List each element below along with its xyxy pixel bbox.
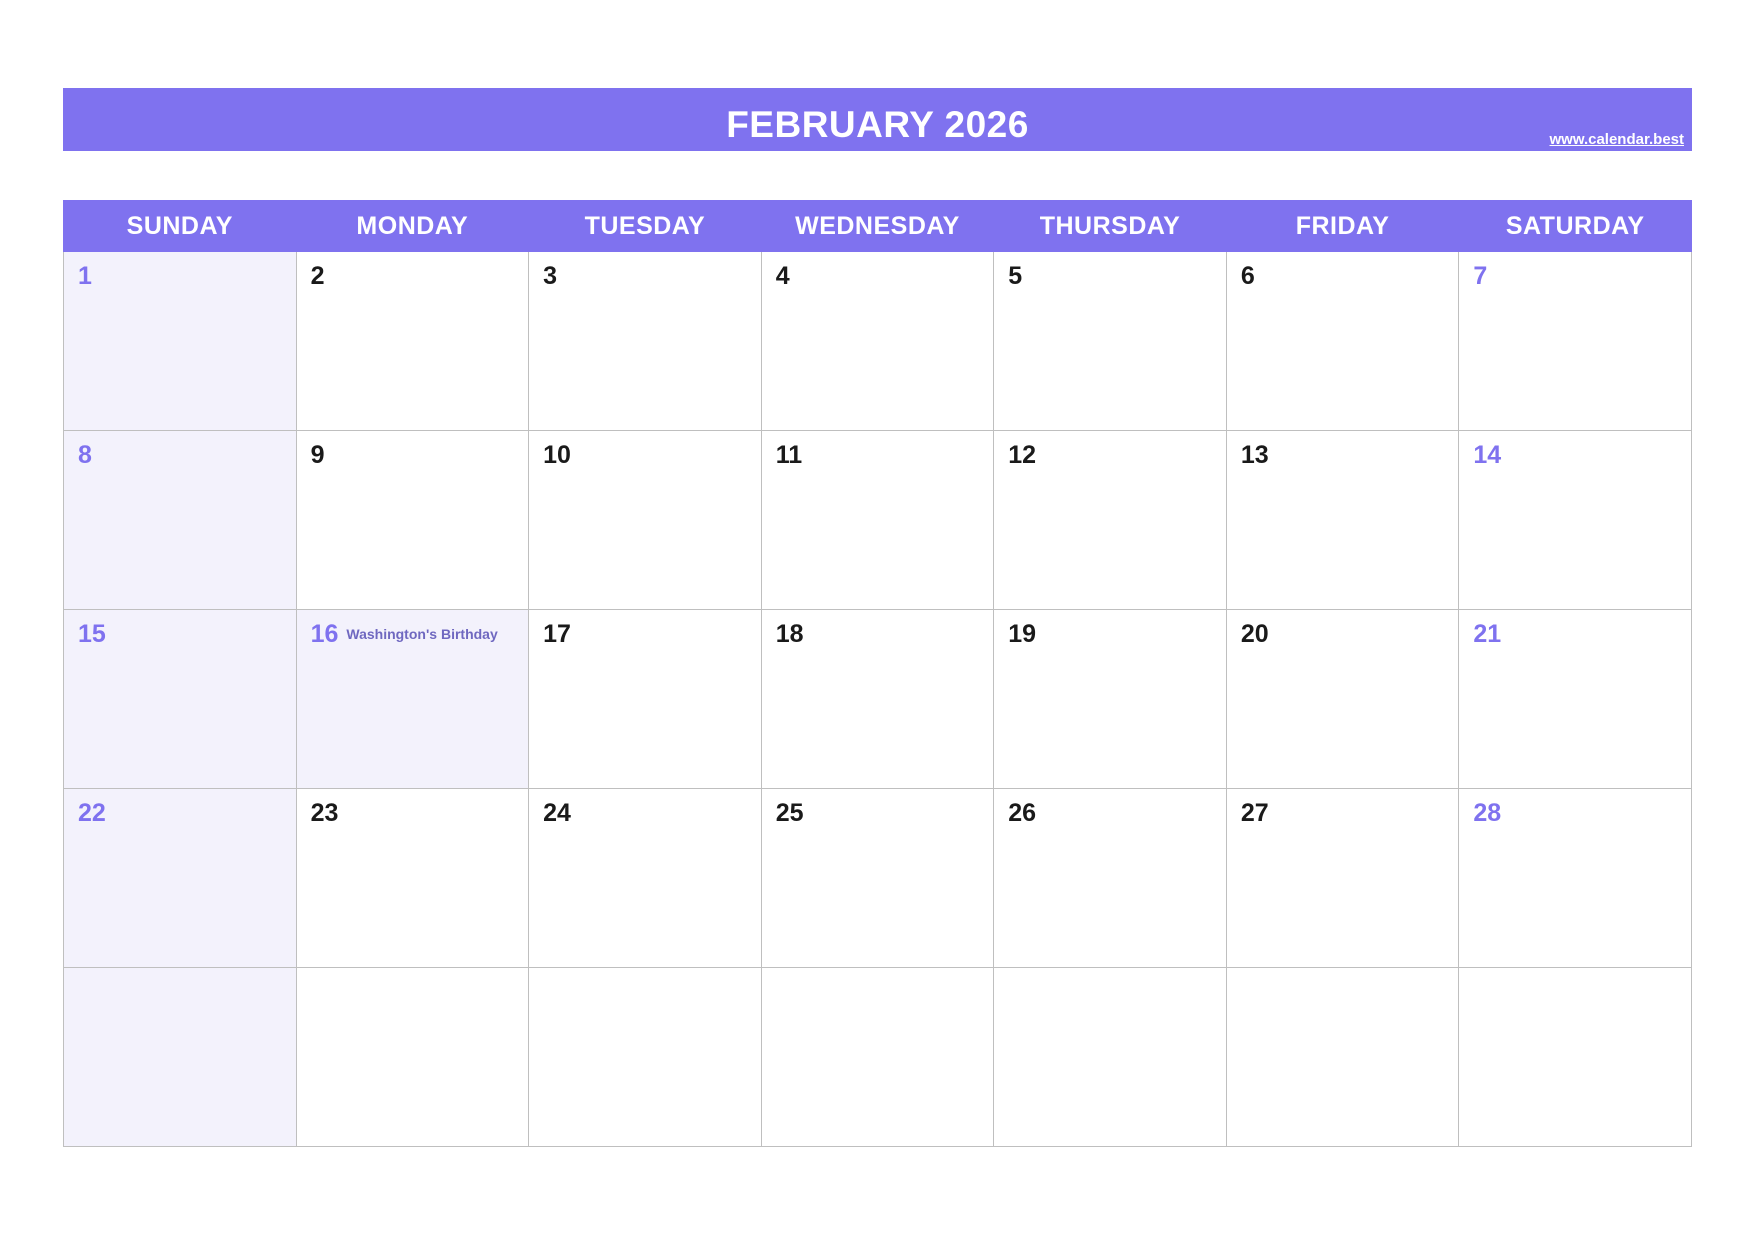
weekday-header-thursday: THURSDAY xyxy=(994,201,1227,252)
calendar-day-cell[interactable] xyxy=(994,789,1227,968)
day-cell-content xyxy=(529,610,761,647)
calendar-title-bar xyxy=(63,88,1692,151)
calendar-body xyxy=(64,252,1692,1147)
day-cell-content xyxy=(529,252,761,289)
day-number xyxy=(1459,969,1473,981)
calendar-day-cell[interactable] xyxy=(1226,252,1459,431)
day-number xyxy=(1227,969,1241,981)
day-number: 22 xyxy=(78,799,106,827)
day-cell-content xyxy=(762,252,994,289)
calendar-day-cell[interactable] xyxy=(761,789,994,968)
day-number xyxy=(64,969,78,981)
calendar-week-row xyxy=(64,610,1692,789)
day-cell-content xyxy=(64,431,296,468)
calendar-day-cell[interactable] xyxy=(761,431,994,610)
day-cell-content xyxy=(762,610,994,647)
day-cell-content xyxy=(64,252,296,289)
calendar-day-cell[interactable] xyxy=(1459,252,1692,431)
day-cell-content xyxy=(994,431,1226,468)
calendar-day-cell[interactable] xyxy=(761,610,994,789)
day-number: 5 xyxy=(1008,262,1023,290)
calendar-day-cell[interactable] xyxy=(529,610,762,789)
day-number: 8 xyxy=(78,441,92,469)
day-number: 9 xyxy=(310,441,325,469)
calendar-week-row xyxy=(64,968,1692,1147)
day-cell-content xyxy=(1459,252,1691,289)
calendar-day-cell[interactable] xyxy=(64,610,297,789)
calendar-day-cell[interactable] xyxy=(994,252,1227,431)
day-number: 4 xyxy=(775,262,790,290)
calendar-day-cell[interactable] xyxy=(994,968,1227,1147)
calendar-day-cell[interactable] xyxy=(761,968,994,1147)
day-cell-content xyxy=(297,431,529,468)
calendar-day-cell[interactable] xyxy=(64,431,297,610)
day-cell-content xyxy=(1459,431,1691,468)
day-cell-content xyxy=(1227,610,1459,647)
day-cell-content xyxy=(297,789,529,826)
day-cell-content xyxy=(994,610,1226,647)
calendar-day-cell[interactable] xyxy=(296,252,529,431)
day-number: 19 xyxy=(1008,620,1037,648)
day-number: 2 xyxy=(310,262,325,290)
calendar-day-cell[interactable] xyxy=(296,968,529,1147)
day-number: 16 xyxy=(310,620,339,648)
calendar-day-cell[interactable] xyxy=(64,252,297,431)
calendar-day-cell[interactable] xyxy=(1226,968,1459,1147)
day-cell-content xyxy=(1459,789,1691,826)
calendar-day-cell[interactable] xyxy=(1226,610,1459,789)
calendar-grid xyxy=(63,200,1692,1147)
calendar-day-cell[interactable] xyxy=(64,789,297,968)
day-number: 24 xyxy=(543,799,571,827)
day-cell-content xyxy=(1227,252,1459,289)
day-cell-content xyxy=(297,252,529,289)
day-cell-content xyxy=(1227,789,1459,826)
day-number: 6 xyxy=(1240,262,1255,290)
day-number: 18 xyxy=(775,620,804,648)
day-cell-content xyxy=(994,252,1226,289)
calendar-day-cell[interactable] xyxy=(761,252,994,431)
calendar-day-cell[interactable] xyxy=(1226,431,1459,610)
day-cell-content xyxy=(762,789,994,826)
day-number: 7 xyxy=(1473,262,1488,290)
calendar-day-cell[interactable] xyxy=(296,789,529,968)
day-number: 26 xyxy=(1008,799,1037,827)
day-number: 3 xyxy=(543,262,558,290)
day-number xyxy=(762,969,776,981)
weekday-header-saturday: SATURDAY xyxy=(1459,201,1692,252)
day-number: 1 xyxy=(78,262,92,290)
calendar-day-cell[interactable] xyxy=(1459,968,1692,1147)
day-cell-content xyxy=(64,789,296,826)
day-number: 11 xyxy=(775,441,803,469)
day-cell-content xyxy=(64,610,296,647)
day-number: 15 xyxy=(78,620,106,648)
calendar-day-cell[interactable] xyxy=(296,610,529,789)
website-link[interactable]: www.calendar.best xyxy=(1549,131,1684,148)
calendar-day-cell[interactable] xyxy=(994,610,1227,789)
day-number: 13 xyxy=(1240,441,1269,469)
day-cell-content xyxy=(1459,610,1691,647)
calendar-day-cell[interactable] xyxy=(64,968,297,1147)
calendar-day-cell[interactable] xyxy=(529,968,762,1147)
page-title: FEBRUARY 2026 xyxy=(726,104,1029,145)
day-number: 17 xyxy=(543,620,571,648)
weekday-header-tuesday: TUESDAY xyxy=(529,201,762,252)
calendar-day-cell[interactable] xyxy=(1226,789,1459,968)
day-number: 20 xyxy=(1240,620,1269,648)
calendar-day-cell[interactable] xyxy=(529,252,762,431)
weekday-header-friday: FRIDAY xyxy=(1226,201,1459,252)
day-cell-content xyxy=(297,610,529,647)
calendar-day-cell[interactable] xyxy=(529,789,762,968)
weekday-header-monday: MONDAY xyxy=(296,201,529,252)
calendar-day-cell[interactable] xyxy=(296,431,529,610)
day-cell-content xyxy=(529,789,761,826)
day-cell-content xyxy=(64,968,296,986)
day-cell-content xyxy=(1459,968,1691,986)
day-cell-content xyxy=(994,789,1226,826)
day-number: 14 xyxy=(1473,441,1502,469)
weekday-header-wednesday: WEDNESDAY xyxy=(761,201,994,252)
calendar-day-cell[interactable] xyxy=(1459,610,1692,789)
calendar-week-row xyxy=(64,431,1692,610)
day-cell-content xyxy=(529,968,761,986)
day-cell-content xyxy=(1227,968,1459,986)
weekday-header-row xyxy=(64,201,1692,252)
day-number xyxy=(529,969,543,981)
day-cell-content xyxy=(762,968,994,986)
day-event-label: Washington's Birthday xyxy=(346,626,498,642)
day-cell-content xyxy=(1227,431,1459,468)
day-number: 10 xyxy=(543,441,571,469)
calendar-day-cell[interactable] xyxy=(529,431,762,610)
day-number xyxy=(297,969,311,981)
day-number: 25 xyxy=(775,799,804,827)
day-cell-content xyxy=(994,968,1226,986)
calendar-week-row xyxy=(64,789,1692,968)
day-cell-content xyxy=(762,431,994,468)
day-cell-content xyxy=(297,968,529,986)
day-cell-content xyxy=(529,431,761,468)
day-number: 23 xyxy=(310,799,339,827)
day-number: 27 xyxy=(1240,799,1269,827)
day-number: 21 xyxy=(1473,620,1502,648)
calendar-day-cell[interactable] xyxy=(1459,789,1692,968)
day-number: 12 xyxy=(1008,441,1037,469)
calendar-week-row xyxy=(64,252,1692,431)
calendar-day-cell[interactable] xyxy=(994,431,1227,610)
weekday-header-sunday: SUNDAY xyxy=(64,201,297,252)
day-number: 28 xyxy=(1473,799,1502,827)
day-number xyxy=(994,969,1008,981)
calendar-day-cell[interactable] xyxy=(1459,431,1692,610)
